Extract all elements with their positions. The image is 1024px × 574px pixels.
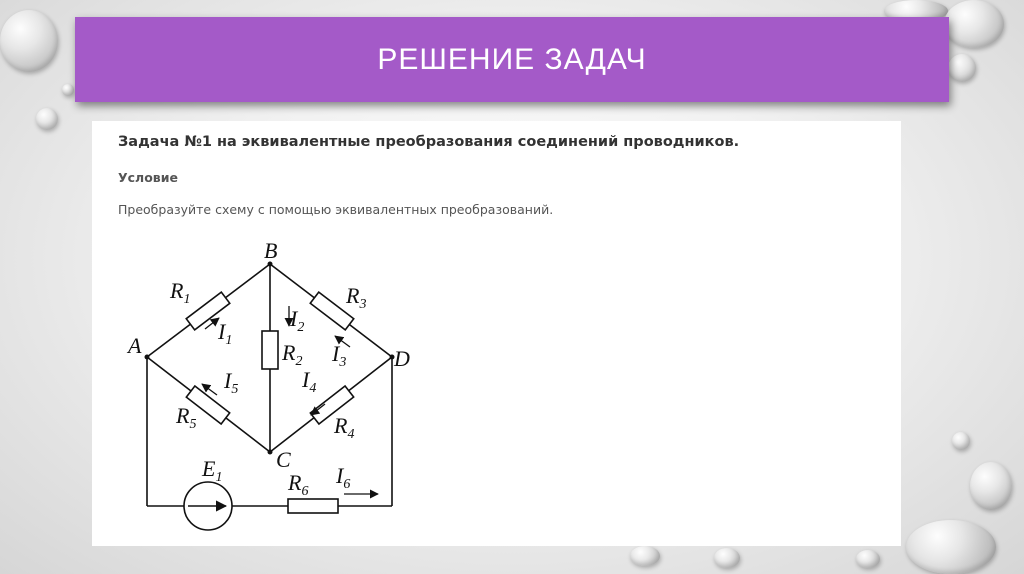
- label-i2: $I_2$: [290, 306, 305, 335]
- water-drop: [62, 84, 74, 96]
- resistor-r2: [262, 331, 278, 369]
- label-r4: $R_4$: [334, 413, 355, 442]
- label-i6: $I_6$: [336, 463, 351, 492]
- circuit-diagram: [92, 121, 901, 546]
- water-drop: [714, 548, 740, 568]
- water-drop: [36, 108, 58, 130]
- label-r6: $R_6$: [288, 470, 309, 499]
- slide-title-bar: [75, 17, 949, 102]
- water-drop: [906, 520, 996, 574]
- condition-label: Условие: [118, 170, 178, 185]
- water-drop: [970, 462, 1012, 510]
- water-drop: [944, 0, 1004, 48]
- content-panel: [92, 121, 901, 546]
- water-drop: [952, 432, 970, 450]
- water-drop: [0, 10, 58, 72]
- label-i5: $I_5$: [224, 368, 239, 397]
- node-label-c: C: [276, 447, 291, 472]
- node-a-dot: [145, 355, 150, 360]
- water-drop: [630, 546, 660, 566]
- label-r3: $R_3$: [346, 283, 367, 312]
- condition-text: Преобразуйте схему с помощью эквивалентных преобразований.: [118, 202, 554, 217]
- task-title: Задача №1 на эквивалентные преобразования соединений проводников.: [118, 134, 740, 150]
- label-r1: $R_1$: [170, 278, 191, 307]
- slide-title: РЕШЕНИЕ ЗАДАЧ: [377, 42, 647, 76]
- water-drop: [856, 550, 880, 568]
- label-r5: $R_5$: [176, 403, 197, 432]
- label-i4: $I_4$: [302, 367, 317, 396]
- label-i3: $I_3$: [332, 341, 347, 370]
- label-i1: $I_1$: [218, 319, 233, 348]
- resistor-r6: [288, 499, 338, 513]
- node-c-dot: [268, 450, 273, 455]
- node-label-d: D: [394, 346, 410, 371]
- node-label-b: B: [264, 238, 278, 263]
- node-label-a: A: [128, 333, 142, 358]
- label-e1: $E_1$: [202, 456, 223, 485]
- water-drop: [948, 54, 976, 82]
- label-r2: $R_2$: [282, 340, 303, 369]
